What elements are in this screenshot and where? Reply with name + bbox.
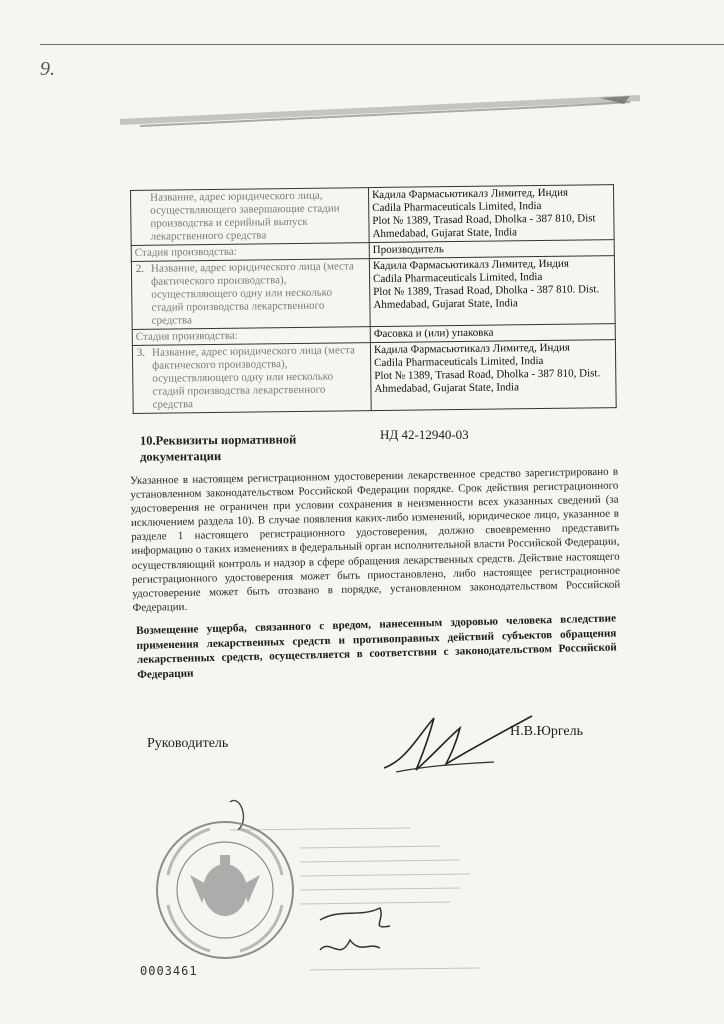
stage-number: 3. <box>132 345 149 413</box>
address-line: Кадила Фармасьютикалз Лимитед, Индия <box>372 257 569 273</box>
address-line: Ahmedabad, Gujarat State, India <box>372 226 518 241</box>
manufacturer-address <box>368 185 614 243</box>
address-line: Cadila Pharmaceuticals Limited, India <box>374 354 544 370</box>
section-10-title: 10.Реквизиты нормативной документации <box>139 432 297 464</box>
scan-smudge-icon <box>120 92 640 128</box>
state-seal-icon <box>150 815 300 965</box>
production-stage-value: Фасовка и (или) упаковка <box>370 324 615 343</box>
table-row <box>131 256 615 330</box>
signatory-title: Руководитель <box>147 736 229 751</box>
manufacturer-label: Название, адрес юридического лица (места фактического производства), осуществляющего одну или несколько стадий производства лекарственного средства <box>148 259 370 330</box>
manufacturer-address <box>369 256 615 327</box>
stage-number: 2. <box>131 261 148 329</box>
manufacturer-label: Название, адрес юридического лица (места фактического производства), осуществляющего одну или несколько стадий производства лекарственного средства <box>149 343 371 414</box>
production-stages-table <box>130 184 617 414</box>
address-line: Кадила Фармасьютикалз Лимитед, Индия <box>373 341 571 357</box>
production-stage-label: Стадия производства: <box>132 327 370 346</box>
address-line: Plot № 1389, Trasad Road, Dholka - 387 810, Dist. <box>374 367 601 383</box>
signatory-name: Н.В.Юргель <box>510 724 583 739</box>
document-serial-number: 0003461 <box>140 964 198 978</box>
registration-validity-paragraph: Указанное в настоящем регистрационном удостоверении лекарственное средство зарегистрировано в установленном законодательством Российской Федерации порядке. Срок действия регистрационного удостоверения не ограничен при условии сохранения в неизменности всех указанных сведений (за исключением раздела 10). В случае появления каких-либо изменений, юридическое лицо, указанное в разделе 1 настоящего регистрационного удостоверения, должно своевременно представить информацию о таких изменениях в федеральный орган исполнительной власти Российской Федерации, осуществляющий контроль и надзор в сфере обращения лекарственных средств. Действие настоящего регистрационного удостоверения может быть приостановлено, либо настоящее регистрационное удостоверение может быть отозвано в порядке, установленном законодательством Российской Федерации. <box>130 465 621 614</box>
address-line: Ahmedabad, Gujarat State, India <box>374 381 519 396</box>
signature-icon <box>376 706 536 782</box>
manufacturer-label: Название, адрес юридического лица, осуществляющего завершающие стадии производства и серийный выпуск лекарственного средства <box>147 188 369 246</box>
table-row <box>131 185 615 246</box>
table-row <box>132 340 616 414</box>
stage-number <box>131 190 148 245</box>
production-stage-value: Производитель <box>369 240 614 259</box>
address-line: Plot № 1389, Trasad Road, Dholka - 387 810. Dist. <box>373 283 600 299</box>
page-top-rule <box>40 44 724 45</box>
address-line: Кадила Фармасьютикалз Лимитед, Индия <box>372 186 569 202</box>
address-line: Cadila Pharmaceuticals Limited, India <box>373 270 543 286</box>
address-line: Plot № 1389, Trasad Road, Dholka - 387 810, Dist <box>372 212 596 228</box>
damage-compensation-paragraph: Возмещение ущерба, связанного с вредом, нанесенным здоровью человека вследствие применения лекарственных средств и противоправных действий субъектов обращения лекарственных средств, осуществляется в соответствии с законодательством Российской Федерации <box>136 612 617 681</box>
section-10-value: НД 42-12940-03 <box>380 427 469 442</box>
production-stage-label: Стадия производства: <box>131 243 369 262</box>
manufacturer-address <box>370 340 616 411</box>
address-line: Ahmedabad, Gujarat State, India <box>373 297 518 312</box>
address-line: Cadila Pharmaceuticals Limited, India <box>372 199 542 215</box>
page-corner-mark: 9. <box>40 58 55 80</box>
